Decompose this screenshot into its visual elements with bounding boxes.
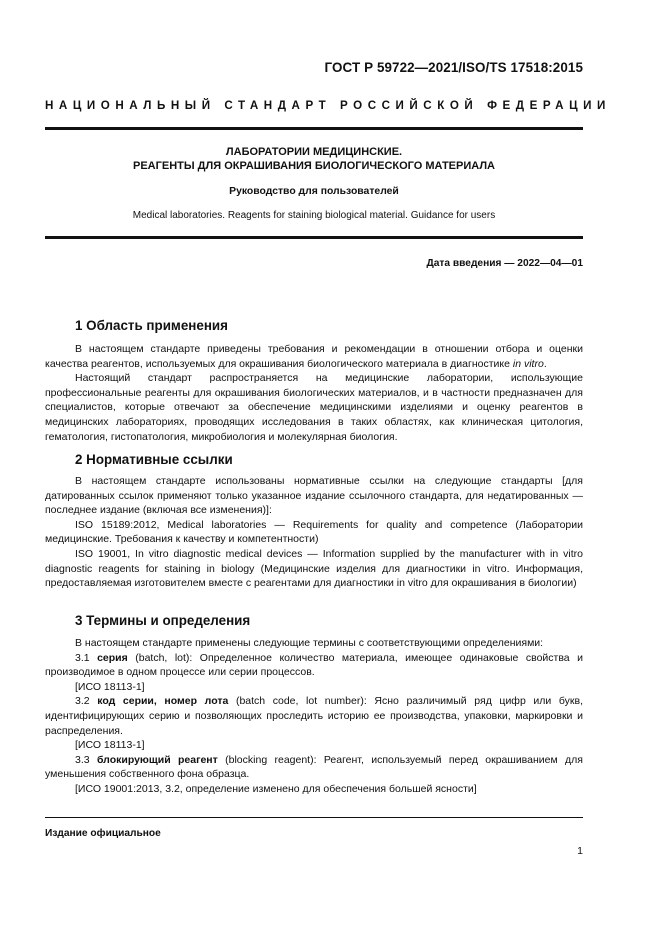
term-3-3: 3.3 блокирующий реагент (blocking reagent): Реагент, используемый перед окрашиванием для уменьшения собственного фона образца.: [45, 753, 583, 781]
section-3-body: [45, 636, 583, 797]
introduction-date: Дата введения — 2022—04—01: [426, 258, 583, 269]
official-edition-label: Издание официальное: [45, 828, 161, 839]
national-standard-banner: НАЦИОНАЛЬНЫЙ СТАНДАРТ РОССИЙСКОЙ ФЕДЕРАЦИИ: [45, 99, 611, 112]
section-1-paragraph-2: Настоящий стандарт распространяется на медицинские лаборатории, использующие профессиональные реагенты для окрашивания биологических материалов, и в частности предназначен для специалистов, которые отвечают за обеспечение медицинскими изделиями и оценку реагентов в медицинских лабораториях, проводящих исследования в таких областях, как клиническая цитология, гематология, гистопатология, микробиология и молекулярная биология.: [45, 372, 583, 443]
term-3-1-source: [ИСО 18113-1]: [75, 680, 145, 693]
term-3-2: 3.2 код серии, номер лота (batch code, lot number): Ясно различимый ряд цифр или букв, идентифицирующих серию и позволяющих проследить историю ее производства, упаковки, маркировки и распределения.: [45, 695, 583, 737]
title-line-1: ЛАБОРАТОРИИ МЕДИЦИНСКИЕ.: [225, 146, 403, 158]
section-2-body: [45, 474, 583, 591]
title-divider: [45, 236, 583, 239]
section-3-intro: В настоящем стандарте применены следующие термины с соответствующими определениями:: [75, 637, 544, 649]
title-line-2: РЕАГЕНТЫ ДЛЯ ОКРАШИВАНИЯ БИОЛОГИЧЕСКОГО МАТЕРИАЛА: [133, 160, 495, 172]
page-number: 1: [577, 845, 583, 857]
term-3-3-source: [ИСО 19001:2013, 3.2, определение изменено для обеспечения большей ясности]: [75, 782, 477, 795]
section-1-body: [45, 342, 583, 444]
section-2-paragraph-1: В настоящем стандарте использованы нормативные ссылки на следующие стандарты [для датированных ссылок применяют только указанное издание ссылочного стандарта, для недатированных — последнее издание (включая все изменения)]:: [45, 475, 583, 517]
section-1-heading: 1 Область применения: [75, 318, 228, 333]
english-title: Medical laboratories. Reagents for staining biological material. Guidance for users: [132, 210, 496, 221]
footer-divider: [45, 817, 583, 818]
term-3-2-source: [ИСО 18113-1]: [75, 739, 145, 752]
document-code: ГОСТ Р 59722—2021/ISO/TS 17518:2015: [324, 60, 583, 75]
section-2-reference-2: ISO 19001, In vitro diagnostic medical devices — Information supplied by the manufacturer with in vitro diagnostic reagents for staining in biology (Медицинские изделия для диагностики in vitro. Информация, предоставляемая изготовителем вместе с реагентами для диагностики in vitro для окрашивания в биологии): [45, 547, 583, 590]
document-subtitle: Руководство для пользователей: [229, 186, 399, 197]
section-2-heading: 2 Нормативные ссылки: [75, 452, 233, 467]
section-3-heading: 3 Термины и определения: [75, 613, 251, 628]
section-2-reference-1: ISO 15189:2012, Medical laboratories — Requirements for quality and competence (Лаборатории медицинские. Требования к качеству и компетентности): [45, 518, 583, 546]
term-3-1: 3.1 серия (batch, lot): Определенное количество материала, имеющее одинаковые свойства и производимое в одном процессе или серии процессов.: [45, 651, 583, 679]
top-divider: [45, 127, 583, 130]
section-1-paragraph-1: В настоящем стандарте приведены требования и рекомендации в отношении отбора и оценки качества реагентов, используемых для окрашивания биологического материала в диагностике in vitro.: [45, 343, 583, 370]
